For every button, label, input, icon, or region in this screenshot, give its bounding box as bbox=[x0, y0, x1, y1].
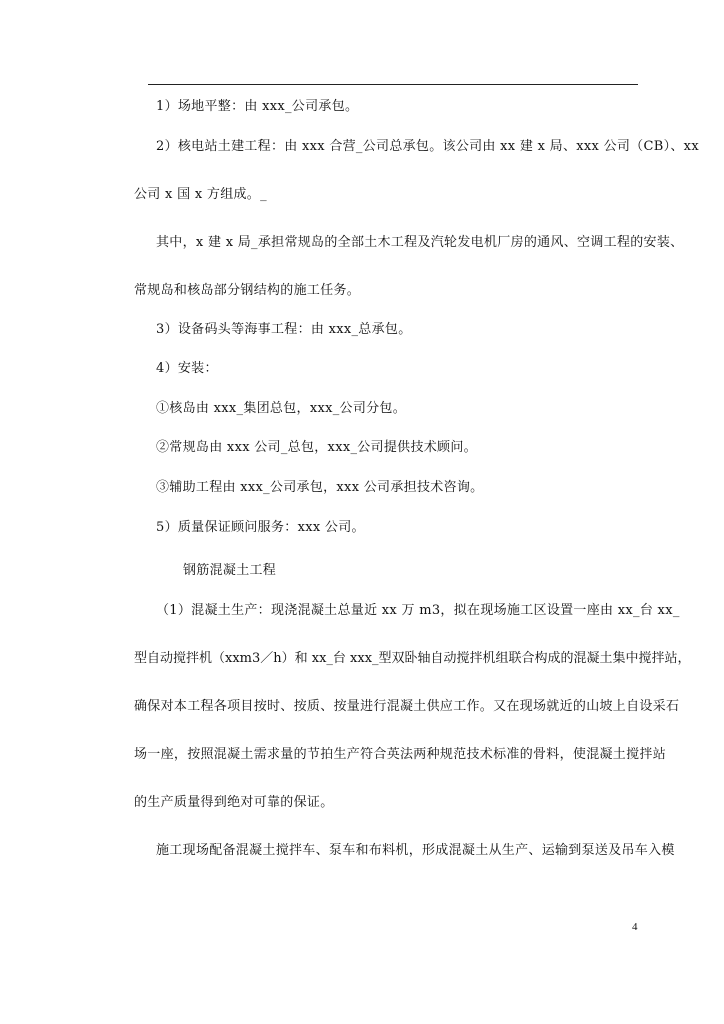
section-heading: 钢筋混凝土工程 bbox=[183, 563, 277, 578]
text-line: 施工现场配备混凝土搅拌车、泵车和布料机，形成混凝土从生产、运输到泵送及吊车入模 bbox=[156, 843, 675, 858]
header-rule bbox=[148, 84, 638, 85]
text-line: ②常规岛由 xxx 公司_总包，xxx_公司提供技术顾问。 bbox=[156, 440, 477, 455]
text-line: ①核岛由 xxx_集团总包，xxx_公司分包。 bbox=[156, 401, 407, 416]
text-line: 型自动搅拌机（xxm3／h）和 xx_台 xxx_型双卧轴自动搅拌机组联合构成的混凝土集中搅拌站， bbox=[134, 651, 691, 666]
text-line: 1）场地平整：由 xxx_公司承包。 bbox=[156, 99, 359, 114]
text-line: 确保对本工程各项目按时、按质、按量进行混凝土供应工作。又在现场就近的山坡上自设采石 bbox=[134, 699, 680, 714]
text-line: 常规岛和核岛部分钢结构的施工任务。 bbox=[134, 283, 361, 298]
text-line: 其中，x 建 x 局_承担常规岛的全部土木工程及汽轮发电机厂房的通风、空调工程的安装、 bbox=[156, 235, 684, 250]
text-line: （1）混凝土生产：现浇混凝土总量近 xx 万 m3，拟在现场施工区设置一座由 xx_台 xx_ bbox=[156, 603, 680, 618]
text-line: ③辅助工程由 xxx_公司承包，xxx 公司承担技术咨询。 bbox=[156, 480, 484, 495]
text-line: 3）设备码头等海事工程：由 xxx_总承包。 bbox=[156, 322, 412, 337]
text-line: 4）安装： bbox=[156, 361, 218, 376]
text-line: 5）质量保证顾问服务：xxx 公司。 bbox=[156, 520, 365, 535]
page-number: 4 bbox=[632, 921, 638, 933]
text-line: 的生产质量得到绝对可靠的保证。 bbox=[134, 795, 334, 810]
text-line: 场一座，按照混凝土需求量的节拍生产符合英法两种规范技术标准的骨料，使混凝土搅拌站 bbox=[134, 747, 667, 762]
text-line: 公司 x 国 x 方组成。_ bbox=[134, 187, 267, 202]
text-line: 2）核电站土建工程：由 xxx 合营_公司总承包。该公司由 xx 建 x 局、xxx 公司（CB）、xx bbox=[156, 139, 699, 154]
